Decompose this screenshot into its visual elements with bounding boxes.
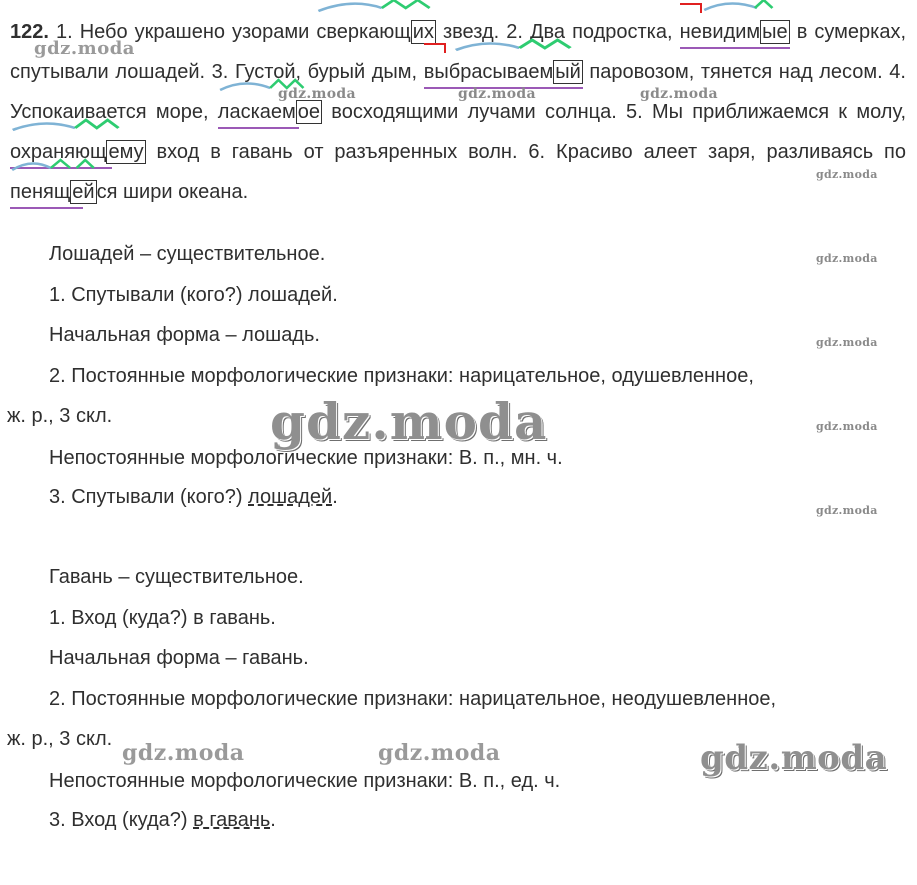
syntactic-role <box>49 809 276 832</box>
word-prefix: не <box>679 21 702 43</box>
constant-features-continued: ж. р., 3 скл. <box>7 405 113 427</box>
root-arc-mark <box>10 118 146 132</box>
participle-word <box>680 12 790 52</box>
sentence-segment: 1. Небо украшено узорами <box>48 21 317 43</box>
sentence-segment: паровозом, тянется над лесом. 4. Успокаивается море, <box>10 61 906 123</box>
syntactic-role <box>49 486 338 509</box>
initial-form: Начальная форма – лошадь. <box>49 324 320 346</box>
word-ending: ей <box>72 181 95 203</box>
word-stem: видим <box>701 21 761 43</box>
syntactic-role-text: 3. Вход (куда?) <box>49 809 194 831</box>
watermark: gdz.moda <box>278 86 356 102</box>
exercise-text <box>10 12 906 212</box>
watermark: gdz.moda <box>122 740 245 766</box>
word-ending: ему <box>108 141 144 163</box>
constant-features: 2. Постоянные морфологические признаки: нарицательное, неодушевленное, <box>49 688 777 710</box>
block-title: Лошадей – существительное. <box>49 243 326 265</box>
participle-word <box>316 12 436 52</box>
constant-features: 2. Постоянные морфологические признаки: нарицательное, одушевленное, <box>49 365 754 387</box>
root-arc-mark <box>680 0 790 12</box>
root-arc-mark <box>316 0 436 12</box>
sentence-segment: шири океана. <box>117 181 249 203</box>
word-ending: их <box>412 21 434 43</box>
watermark: gdz.moda <box>816 504 878 517</box>
sentence-segment: звезд. 2. Два подростка, <box>435 21 680 43</box>
analysis-item: 1. Вход (куда?) в гавань. <box>49 607 276 629</box>
block-title: Гавань – существительное. <box>49 566 304 588</box>
watermark: gdz.moda <box>816 168 878 181</box>
nonconstant-features: Непостоянные морфологические признаки: В. п., ед. ч. <box>49 770 561 792</box>
analysis-item: 1. Спутывали (кого?) лошадей. <box>49 284 338 306</box>
sentence-segment: вход в гавань от разъяренных волн. 6. Красиво алеет заря, разливаясь по <box>145 141 906 163</box>
initial-form: Начальная форма – гавань. <box>49 647 309 669</box>
root-arc-mark <box>10 158 117 172</box>
word-stem: ласкаем <box>217 101 296 123</box>
word-ending: ый <box>555 61 581 83</box>
word-postfix: ся <box>96 181 118 203</box>
word-underline <box>680 47 790 49</box>
word-underline <box>10 207 83 209</box>
watermark: gdz.moda <box>458 86 536 102</box>
constant-features-continued: ж. р., 3 скл. <box>7 728 113 750</box>
underlined-word: в гавань <box>193 809 271 831</box>
watermark: gdz.moda <box>816 252 878 265</box>
watermark: gdz.moda <box>816 336 878 349</box>
watermark: gdz.moda <box>640 86 718 102</box>
underlined-word: лошадей <box>248 486 333 508</box>
word-ending: ые <box>762 21 788 43</box>
sentence-segment: восходящими лучами солнца. 5. Мы приближаемся к молу, <box>322 101 906 123</box>
word-stem: пенящ <box>10 181 71 203</box>
watermark: gdz.moda <box>34 38 135 59</box>
watermark-large: gdz.moda <box>270 392 548 451</box>
sentence-segment: в сумерках, спутывали лошадей. 3. Густой, бурый дым, <box>10 21 907 83</box>
word-stem: сверкающ <box>316 21 411 43</box>
syntactic-role-text: 3. Спутывали (кого?) <box>49 486 249 508</box>
word-prefix: вы <box>423 61 449 83</box>
watermark-large: gdz.moda <box>700 738 888 778</box>
participle-word <box>10 172 117 212</box>
watermark: gdz.moda <box>378 740 501 766</box>
nonconstant-features: Непостоянные морфологические признаки: В. п., мн. ч. <box>49 447 563 469</box>
word-underline <box>218 127 299 129</box>
root-arc-mark <box>424 38 583 52</box>
word-stem: охраняющ <box>10 141 107 163</box>
syntactic-role-text: . <box>332 486 338 508</box>
word-stem: брасываем <box>448 61 554 83</box>
syntactic-role-text: . <box>270 809 276 831</box>
word-ending: ое <box>297 101 321 123</box>
exercise-number: 122. <box>10 21 49 43</box>
watermark: gdz.moda <box>816 420 878 433</box>
